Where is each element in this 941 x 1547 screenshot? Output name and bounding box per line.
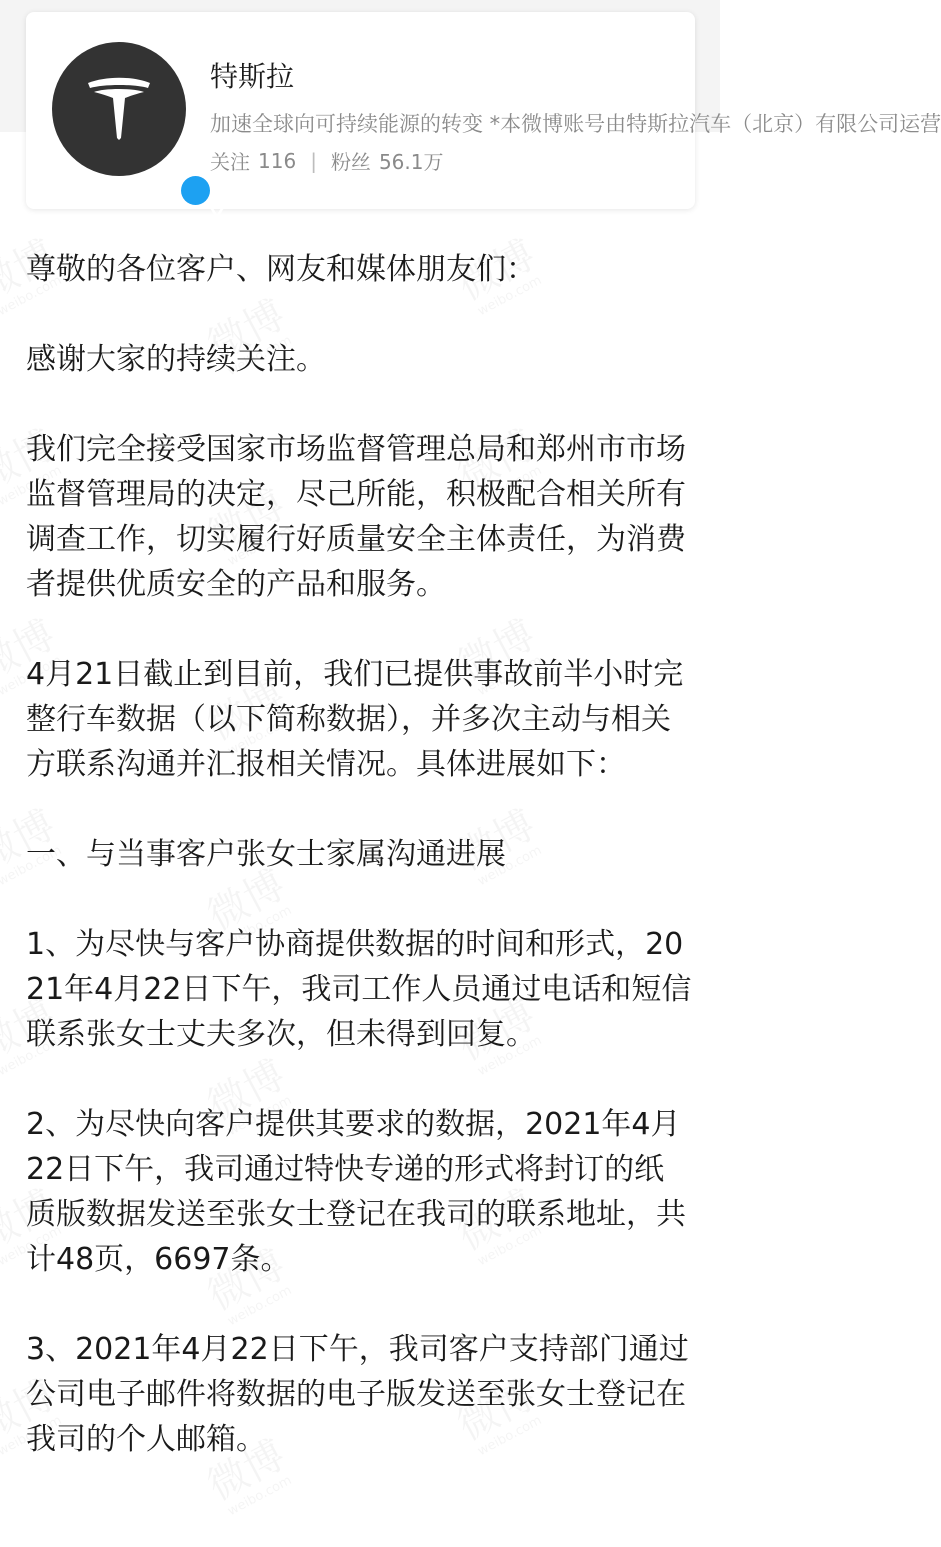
profile-bio: 加速全球向可持续能源的转变 *本微博账号由特斯拉汽车（北京）有限公司运营 — [210, 112, 941, 136]
following-count[interactable]: 116 — [258, 148, 297, 173]
followers-label[interactable]: 粉丝 — [330, 150, 371, 174]
post-paragraph: 2、为尽快向客户提供其要求的数据，2021年4月22日下午，我司通过特快专递的形式将封订的纸质版数据发送至张女士登记在我司的联系地址，共计48页，6697条。 — [26, 1107, 686, 1277]
post-paragraph: 我们完全接受国家市场监督管理总局和郑州市市场监督管理局的决定，尽己所能，积极配合相关所有调查工作，切实履行好质量安全主体责任，为消费者提供优质安全的产品和服务。 — [26, 432, 686, 602]
tesla-logo-icon — [84, 74, 154, 144]
following-label[interactable]: 关注 — [210, 150, 250, 174]
stats-separator: | — [310, 148, 317, 173]
verified-badge-icon — [177, 172, 213, 208]
followers-count[interactable]: 56.1万 — [378, 150, 444, 174]
post-paragraph: 1、为尽快与客户协商提供数据的时间和形式，2021年4月22日下午，我司工作人员通过电话和短信联系张女士丈夫多次，但未得到回复。 — [26, 927, 692, 1052]
weibo-watermark-subtext — [221, 1472, 298, 1521]
post-body — [26, 247, 694, 1462]
avatar[interactable] — [52, 42, 186, 176]
post-paragraph: 一、与当事客户张女士家属沟通进展 — [26, 837, 506, 872]
profile-stats — [210, 146, 443, 175]
profile-card[interactable] — [26, 12, 941, 209]
post-paragraph: 4月21日截止到目前，我们已提供事故前半小时完整行车数据（以下简称数据），并多次主动与相关方联系沟通并汇报相关情况。具体进展如下： — [26, 657, 684, 782]
post-paragraph: 3、2021年4月22日下午，我司客户支持部门通过公司电子邮件将数据的电子版发送至张女士登记在我司的个人邮箱。 — [26, 1332, 689, 1457]
profile-name[interactable]: 特斯拉 — [210, 60, 295, 93]
post-paragraph: 尊敬的各位客户、网友和媒体朋友们： — [26, 252, 536, 287]
post-paragraph: 感谢大家的持续关注。 — [26, 342, 326, 377]
